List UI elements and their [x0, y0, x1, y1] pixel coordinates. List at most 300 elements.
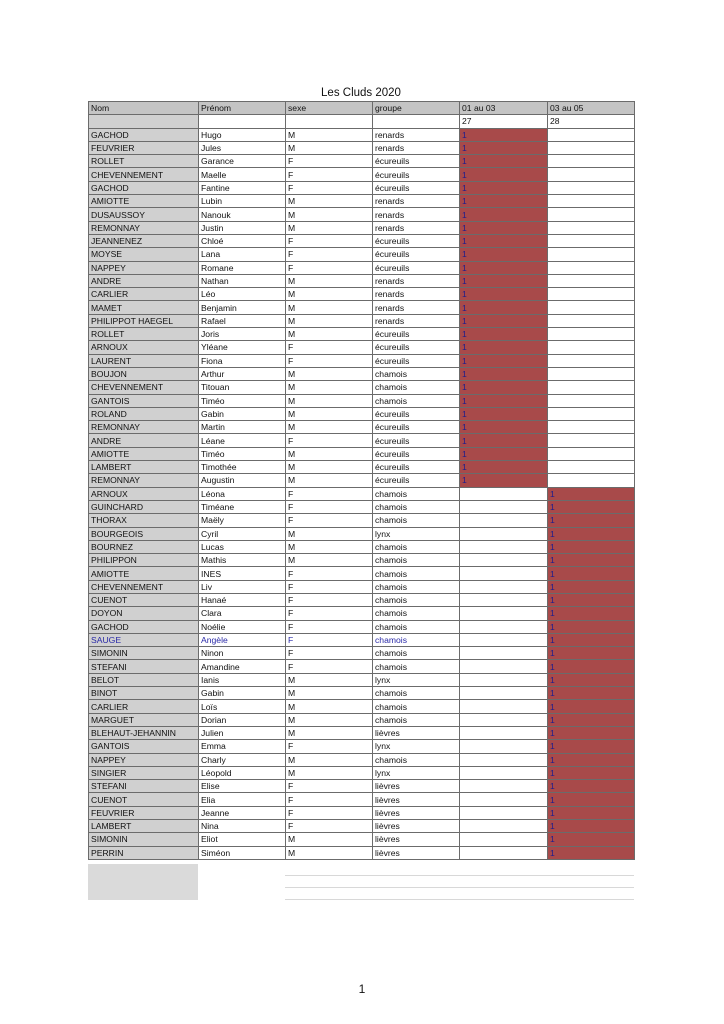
- groupe-cell: écureuils: [373, 248, 460, 261]
- nom-cell: GACHOD: [89, 620, 199, 633]
- period-1-cell: [460, 514, 548, 527]
- groupe-cell: écureuils: [373, 407, 460, 420]
- column-header-sexe: sexe: [286, 102, 373, 115]
- prenom-cell: Mathis: [199, 554, 286, 567]
- table-row: [89, 461, 635, 474]
- sexe-cell: M: [286, 554, 373, 567]
- period-2-cell: 1: [548, 833, 635, 846]
- sexe-cell: F: [286, 740, 373, 753]
- period-1-cell: 1: [460, 381, 548, 394]
- sexe-cell: M: [286, 447, 373, 460]
- period-1-cell: [460, 647, 548, 660]
- period-2-cell: [548, 208, 635, 221]
- week-number-row: [89, 115, 635, 128]
- period-1-cell: [460, 660, 548, 673]
- prenom-cell: Jules: [199, 141, 286, 154]
- period-1-cell: 1: [460, 474, 548, 487]
- sexe-cell: M: [286, 726, 373, 739]
- sexe-cell: M: [286, 753, 373, 766]
- period-1-cell: [460, 726, 548, 739]
- period-2-cell: 1: [548, 700, 635, 713]
- table-row: [89, 846, 635, 859]
- table-row: [89, 447, 635, 460]
- groupe-cell: écureuils: [373, 354, 460, 367]
- period-1-cell: 1: [460, 288, 548, 301]
- nom-cell: SIMONIN: [89, 647, 199, 660]
- period-1-cell: 1: [460, 168, 548, 181]
- nom-cell: FEUVRIER: [89, 141, 199, 154]
- nom-cell: LAURENT: [89, 354, 199, 367]
- table-row: [89, 474, 635, 487]
- nom-cell: CHEVENNEMENT: [89, 580, 199, 593]
- page-number: 1: [358, 982, 366, 996]
- prenom-cell: Ianis: [199, 673, 286, 686]
- sexe-cell: F: [286, 633, 373, 646]
- groupe-cell: écureuils: [373, 421, 460, 434]
- prenom-cell: Maëly: [199, 514, 286, 527]
- nom-cell: FEUVRIER: [89, 806, 199, 819]
- groupe-cell: chamois: [373, 687, 460, 700]
- table-row: [89, 753, 635, 766]
- table-row: [89, 554, 635, 567]
- period-1-cell: 1: [460, 301, 548, 314]
- sexe-cell: F: [286, 500, 373, 513]
- period-2-cell: 1: [548, 740, 635, 753]
- prenom-cell: Titouan: [199, 381, 286, 394]
- period-1-cell: [460, 607, 548, 620]
- period-1-cell: [460, 620, 548, 633]
- groupe-cell: renards: [373, 274, 460, 287]
- period-2-cell: [548, 461, 635, 474]
- nom-cell: CARLIER: [89, 288, 199, 301]
- sexe-cell: M: [286, 128, 373, 141]
- nom-cell: CARLIER: [89, 700, 199, 713]
- period-2-cell: [548, 341, 635, 354]
- nom-cell: REMONNAY: [89, 474, 199, 487]
- period-1-cell: 1: [460, 234, 548, 247]
- sexe-cell: M: [286, 288, 373, 301]
- prenom-cell: Clara: [199, 607, 286, 620]
- period-2-cell: [548, 314, 635, 327]
- sexe-cell: F: [286, 620, 373, 633]
- period-1-cell: [460, 540, 548, 553]
- groupe-cell: renards: [373, 128, 460, 141]
- sexe-cell: F: [286, 514, 373, 527]
- sexe-cell: M: [286, 394, 373, 407]
- period-2-cell: 1: [548, 713, 635, 726]
- table-row: [89, 740, 635, 753]
- table-row: [89, 301, 635, 314]
- prenom-cell: Angèle: [199, 633, 286, 646]
- period-2-cell: [548, 288, 635, 301]
- nom-cell: GACHOD: [89, 128, 199, 141]
- nom-cell: PHILIPPON: [89, 554, 199, 567]
- prenom-cell: Arthur: [199, 367, 286, 380]
- groupe-cell: chamois: [373, 620, 460, 633]
- period-2-cell: [548, 195, 635, 208]
- sexe-cell: M: [286, 700, 373, 713]
- groupe-cell: lynx: [373, 740, 460, 753]
- blank-cell: [199, 115, 286, 128]
- period-2-cell: [548, 474, 635, 487]
- prenom-cell: Emma: [199, 740, 286, 753]
- blank-cell: [286, 115, 373, 128]
- period-2-cell: 1: [548, 580, 635, 593]
- table-row: [89, 208, 635, 221]
- period-1-cell: 1: [460, 394, 548, 407]
- table-row: [89, 381, 635, 394]
- sexe-cell: F: [286, 806, 373, 819]
- table-row: [89, 620, 635, 633]
- nom-cell: MARGUET: [89, 713, 199, 726]
- nom-cell: AMIOTTE: [89, 447, 199, 460]
- nom-cell: ROLAND: [89, 407, 199, 420]
- prenom-cell: Benjamin: [199, 301, 286, 314]
- period-2-cell: [548, 181, 635, 194]
- nom-cell: SAUGE: [89, 633, 199, 646]
- sexe-cell: F: [286, 234, 373, 247]
- prenom-cell: Liv: [199, 580, 286, 593]
- table-row: [89, 726, 635, 739]
- groupe-cell: chamois: [373, 647, 460, 660]
- groupe-cell: renards: [373, 208, 460, 221]
- prenom-cell: Timéo: [199, 447, 286, 460]
- period-2-cell: 1: [548, 846, 635, 859]
- sexe-cell: M: [286, 421, 373, 434]
- groupe-cell: chamois: [373, 367, 460, 380]
- nom-cell: SIMONIN: [89, 833, 199, 846]
- period-1-cell: [460, 580, 548, 593]
- period-1-cell: [460, 846, 548, 859]
- column-header-prenom: Prénom: [199, 102, 286, 115]
- table-row: [89, 647, 635, 660]
- nom-cell: ROLLET: [89, 328, 199, 341]
- sexe-cell: M: [286, 407, 373, 420]
- period-2-cell: 1: [548, 620, 635, 633]
- groupe-cell: chamois: [373, 381, 460, 394]
- groupe-cell: chamois: [373, 500, 460, 513]
- period-1-cell: [460, 567, 548, 580]
- groupe-cell: chamois: [373, 660, 460, 673]
- nom-cell: GANTOIS: [89, 740, 199, 753]
- sexe-cell: M: [286, 367, 373, 380]
- prenom-cell: Julien: [199, 726, 286, 739]
- nom-cell: MOYSE: [89, 248, 199, 261]
- prenom-cell: Augustin: [199, 474, 286, 487]
- sexe-cell: F: [286, 820, 373, 833]
- period-1-cell: [460, 554, 548, 567]
- sexe-cell: M: [286, 221, 373, 234]
- table-row: [89, 128, 635, 141]
- sexe-cell: M: [286, 381, 373, 394]
- sexe-cell: M: [286, 328, 373, 341]
- groupe-cell: chamois: [373, 567, 460, 580]
- sexe-cell: M: [286, 461, 373, 474]
- prenom-cell: Yléane: [199, 341, 286, 354]
- period-2-cell: [548, 354, 635, 367]
- nom-cell: CHEVENNEMENT: [89, 168, 199, 181]
- table-row: [89, 514, 635, 527]
- prenom-cell: Martin: [199, 421, 286, 434]
- period-1-cell: [460, 820, 548, 833]
- period-1-cell: 1: [460, 274, 548, 287]
- sexe-cell: F: [286, 567, 373, 580]
- sexe-cell: M: [286, 687, 373, 700]
- period-1-cell: [460, 713, 548, 726]
- period-1-cell: 1: [460, 195, 548, 208]
- nom-cell: BINOT: [89, 687, 199, 700]
- prenom-cell: Dorian: [199, 713, 286, 726]
- prenom-cell: Nina: [199, 820, 286, 833]
- table-row: [89, 341, 635, 354]
- period-2-cell: 1: [548, 780, 635, 793]
- period-1-cell: [460, 766, 548, 779]
- sexe-cell: F: [286, 168, 373, 181]
- prenom-cell: Léane: [199, 434, 286, 447]
- prenom-cell: Elia: [199, 793, 286, 806]
- groupe-cell: renards: [373, 288, 460, 301]
- table-row: [89, 660, 635, 673]
- period-2-cell: 1: [548, 527, 635, 540]
- period-2-cell: 1: [548, 647, 635, 660]
- sexe-cell: F: [286, 181, 373, 194]
- prenom-cell: Lucas: [199, 540, 286, 553]
- sexe-cell: F: [286, 155, 373, 168]
- groupe-cell: lièvres: [373, 793, 460, 806]
- groupe-cell: chamois: [373, 700, 460, 713]
- sexe-cell: M: [286, 474, 373, 487]
- period-1-cell: 1: [460, 367, 548, 380]
- nom-cell: PERRIN: [89, 846, 199, 859]
- groupe-cell: lièvres: [373, 780, 460, 793]
- prenom-cell: Rafael: [199, 314, 286, 327]
- table-row: [89, 367, 635, 380]
- period-2-cell: [548, 328, 635, 341]
- sexe-cell: F: [286, 580, 373, 593]
- period-2-cell: [548, 128, 635, 141]
- nom-cell: CUENOT: [89, 593, 199, 606]
- period-1-cell: [460, 500, 548, 513]
- nom-cell: ROLLET: [89, 155, 199, 168]
- period-2-cell: [548, 261, 635, 274]
- prenom-cell: Gabin: [199, 407, 286, 420]
- period-1-cell: [460, 633, 548, 646]
- period-1-cell: [460, 780, 548, 793]
- sexe-cell: M: [286, 195, 373, 208]
- period-1-cell: [460, 593, 548, 606]
- period-2-cell: 1: [548, 514, 635, 527]
- sexe-cell: M: [286, 833, 373, 846]
- sexe-cell: M: [286, 673, 373, 686]
- prenom-cell: Eliot: [199, 833, 286, 846]
- prenom-cell: INES: [199, 567, 286, 580]
- prenom-cell: Loïs: [199, 700, 286, 713]
- period-2-cell: 1: [548, 753, 635, 766]
- table-row: [89, 261, 635, 274]
- groupe-cell: lièvres: [373, 833, 460, 846]
- prenom-cell: Léo: [199, 288, 286, 301]
- period-1-cell: [460, 793, 548, 806]
- groupe-cell: écureuils: [373, 474, 460, 487]
- sexe-cell: M: [286, 141, 373, 154]
- table-row: [89, 314, 635, 327]
- table-row: [89, 195, 635, 208]
- sexe-cell: M: [286, 208, 373, 221]
- table-row: [89, 328, 635, 341]
- table-row: [89, 221, 635, 234]
- table-row: [89, 527, 635, 540]
- period-1-cell: 1: [460, 421, 548, 434]
- nom-cell: DOYON: [89, 607, 199, 620]
- sexe-cell: F: [286, 780, 373, 793]
- nom-cell: LAMBERT: [89, 820, 199, 833]
- blank-cell: [373, 115, 460, 128]
- nom-cell: REMONNAY: [89, 421, 199, 434]
- period-1-cell: 1: [460, 314, 548, 327]
- prenom-cell: Lana: [199, 248, 286, 261]
- column-header-period-1: 01 au 03: [460, 102, 548, 115]
- prenom-cell: Joris: [199, 328, 286, 341]
- nom-cell: REMONNAY: [89, 221, 199, 234]
- sexe-cell: F: [286, 354, 373, 367]
- groupe-cell: lièvres: [373, 726, 460, 739]
- period-2-cell: [548, 301, 635, 314]
- table-row: [89, 607, 635, 620]
- nom-cell: BLEHAUT-JEHANNIN: [89, 726, 199, 739]
- sexe-cell: M: [286, 301, 373, 314]
- nom-cell: STEFANI: [89, 780, 199, 793]
- prenom-cell: Amandine: [199, 660, 286, 673]
- prenom-cell: Garance: [199, 155, 286, 168]
- period-2-cell: 1: [548, 660, 635, 673]
- period-1-cell: 1: [460, 181, 548, 194]
- groupe-cell: renards: [373, 141, 460, 154]
- prenom-cell: Timéane: [199, 500, 286, 513]
- groupe-cell: chamois: [373, 487, 460, 500]
- nom-cell: LAMBERT: [89, 461, 199, 474]
- nom-cell: PHILIPPOT HAEGEL: [89, 314, 199, 327]
- prenom-cell: Hanaé: [199, 593, 286, 606]
- table-row: [89, 168, 635, 181]
- groupe-cell: lynx: [373, 766, 460, 779]
- nom-cell: ARNOUX: [89, 341, 199, 354]
- groupe-cell: écureuils: [373, 261, 460, 274]
- groupe-cell: lièvres: [373, 806, 460, 819]
- table-row: [89, 487, 635, 500]
- period-2-cell: [548, 141, 635, 154]
- groupe-cell: chamois: [373, 713, 460, 726]
- table-row: [89, 248, 635, 261]
- nom-cell: MAMET: [89, 301, 199, 314]
- period-2-cell: 1: [548, 487, 635, 500]
- sexe-cell: M: [286, 314, 373, 327]
- table-row: [89, 394, 635, 407]
- period-1-cell: 1: [460, 407, 548, 420]
- groupe-cell: chamois: [373, 580, 460, 593]
- period-1-cell: [460, 806, 548, 819]
- nom-cell: NAPPEY: [89, 753, 199, 766]
- table-row: [89, 593, 635, 606]
- empty-rows: [88, 864, 634, 900]
- period-1-cell: 1: [460, 248, 548, 261]
- prenom-cell: Nanouk: [199, 208, 286, 221]
- prenom-cell: Gabin: [199, 687, 286, 700]
- table-row: [89, 354, 635, 367]
- groupe-cell: renards: [373, 195, 460, 208]
- table-row: [89, 793, 635, 806]
- table-row: [89, 806, 635, 819]
- groupe-cell: lynx: [373, 527, 460, 540]
- prenom-cell: Jeanne: [199, 806, 286, 819]
- period-1-cell: [460, 700, 548, 713]
- prenom-cell: Ninon: [199, 647, 286, 660]
- sexe-cell: F: [286, 261, 373, 274]
- groupe-cell: écureuils: [373, 168, 460, 181]
- week-number-period-2: 28: [548, 115, 635, 128]
- nom-cell: BOURGEOIS: [89, 527, 199, 540]
- prenom-cell: Cyril: [199, 527, 286, 540]
- groupe-cell: écureuils: [373, 234, 460, 247]
- groupe-cell: chamois: [373, 593, 460, 606]
- period-1-cell: [460, 687, 548, 700]
- period-1-cell: [460, 740, 548, 753]
- period-2-cell: [548, 274, 635, 287]
- period-2-cell: [548, 367, 635, 380]
- period-2-cell: [548, 394, 635, 407]
- period-2-cell: 1: [548, 726, 635, 739]
- period-2-cell: 1: [548, 554, 635, 567]
- groupe-cell: renards: [373, 314, 460, 327]
- prenom-cell: Nathan: [199, 274, 286, 287]
- sexe-cell: F: [286, 434, 373, 447]
- nom-cell: ANDRE: [89, 274, 199, 287]
- attendance-table: [88, 101, 635, 860]
- table-row: [89, 274, 635, 287]
- period-2-cell: 1: [548, 687, 635, 700]
- table-row: [89, 713, 635, 726]
- table-row: [89, 820, 635, 833]
- period-1-cell: 1: [460, 128, 548, 141]
- groupe-cell: renards: [373, 221, 460, 234]
- table-row: [89, 673, 635, 686]
- prenom-cell: Lubin: [199, 195, 286, 208]
- period-2-cell: [548, 248, 635, 261]
- table-row: [89, 141, 635, 154]
- nom-cell: GANTOIS: [89, 394, 199, 407]
- table-row: [89, 288, 635, 301]
- groupe-cell: écureuils: [373, 434, 460, 447]
- period-1-cell: [460, 673, 548, 686]
- groupe-cell: lièvres: [373, 820, 460, 833]
- period-1-cell: 1: [460, 208, 548, 221]
- nom-cell: JEANNENEZ: [89, 234, 199, 247]
- nom-cell: BELOT: [89, 673, 199, 686]
- nom-cell: GUINCHARD: [89, 500, 199, 513]
- table-row: [89, 580, 635, 593]
- period-1-cell: [460, 527, 548, 540]
- sexe-cell: M: [286, 713, 373, 726]
- sexe-cell: F: [286, 793, 373, 806]
- prenom-cell: Chloé: [199, 234, 286, 247]
- groupe-cell: chamois: [373, 394, 460, 407]
- period-2-cell: 1: [548, 593, 635, 606]
- nom-cell: AMIOTTE: [89, 195, 199, 208]
- period-1-cell: 1: [460, 221, 548, 234]
- period-1-cell: 1: [460, 261, 548, 274]
- period-2-cell: [548, 381, 635, 394]
- nom-cell: BOURNEZ: [89, 540, 199, 553]
- prenom-cell: Siméon: [199, 846, 286, 859]
